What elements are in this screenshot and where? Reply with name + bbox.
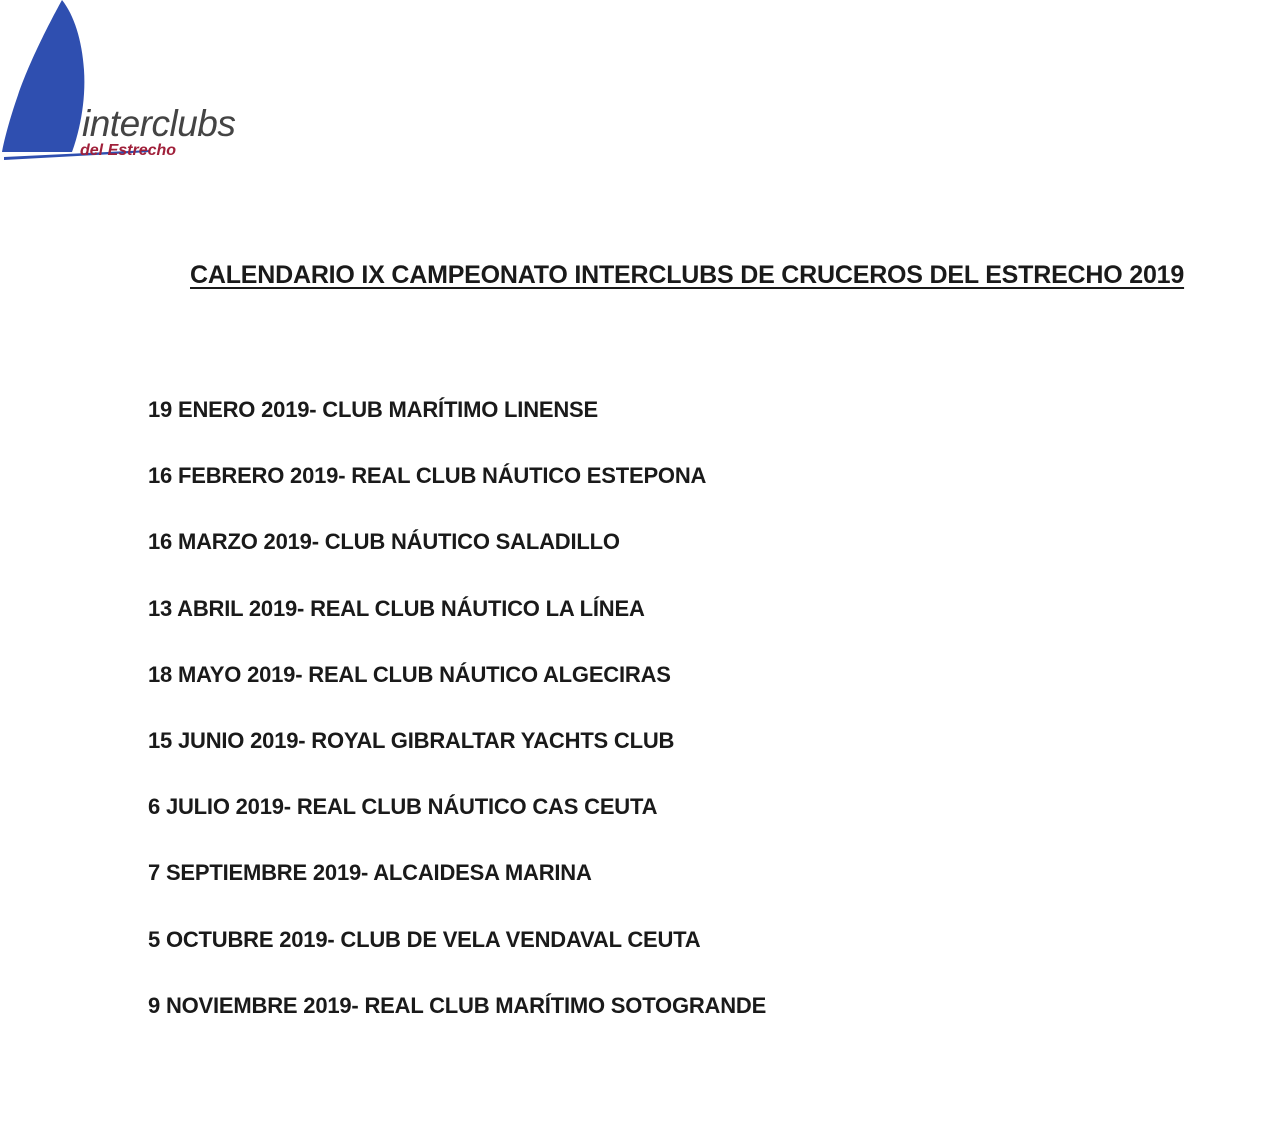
list-item: 19 ENERO 2019- CLUB MARÍTIMO LINENSE — [148, 397, 598, 422]
list-item: 6 JULIO 2019- REAL CLUB NÁUTICO CAS CEUTA — [148, 794, 658, 820]
list-item: 18 MAYO 2019- REAL CLUB NÁUTICO ALGECIRAS — [148, 661, 671, 687]
logo-wordmark: interclubs — [82, 103, 236, 144]
list-item: 9 NOVIEMBRE 2019- REAL CLUB MARÍTIMO SOTOGRANDE — [148, 992, 767, 1018]
list-item: 5 OCTUBRE 2019- CLUB DE VELA VENDAVAL CEUTA — [148, 926, 701, 952]
logo-tagline: del Estrecho — [80, 142, 177, 159]
list-item: 16 FEBRERO 2019- REAL CLUB NÁUTICO ESTEPONA — [148, 463, 707, 489]
list-item: 13 ABRIL 2019- REAL CLUB NÁUTICO LA LÍNEA — [148, 595, 645, 621]
page-title: CALENDARIO IX CAMPEONATO INTERCLUBS DE CRUCEROS DEL ESTRECHO 2019 — [190, 261, 1185, 289]
list-item: 7 SEPTIEMBRE 2019- ALCAIDESA MARINA — [148, 860, 592, 886]
list-item: 16 MARZO 2019- CLUB NÁUTICO SALADILLO — [148, 529, 620, 555]
list-item: 15 JUNIO 2019- ROYAL GIBRALTAR YACHTS CLUB — [148, 727, 675, 753]
interclubs-logo — [0, 0, 300, 170]
event-list — [148, 392, 766, 1054]
